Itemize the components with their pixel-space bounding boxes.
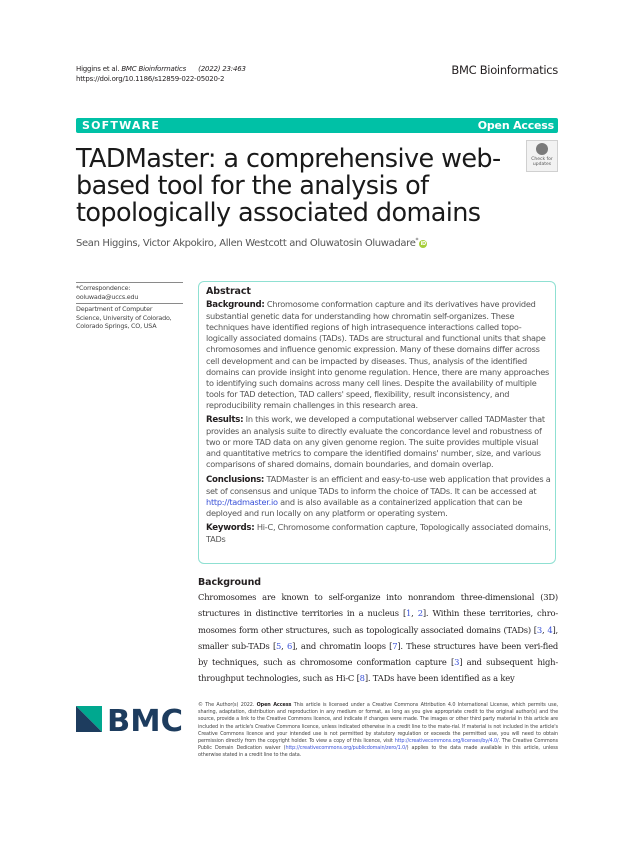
open-access-label: Open Access [477,119,554,132]
conclusions-text: TADMaster is an efficient and easy-to-use web application that provides a set of consensus and unique TADs to inform the choice of TADs. It can be accessed at [206,473,551,496]
bmc-logo [76,704,184,734]
check-updates-label: Check for [531,157,553,162]
authors-text: Sean Higgins, Victor Akpokiro, Allen Westcott and Oluwatosin Oluwadare [76,238,416,249]
citation-ref[interactable]: 3 [536,624,543,635]
citation-ref[interactable]: 4 [547,624,553,635]
affiliation-line: Colorado Springs, CO, USA [76,322,157,330]
citation-ref[interactable]: 1 [406,608,412,619]
citation-ref[interactable]: 2 [417,608,423,619]
doi-link[interactable]: https://doi.org/10.1186/s12859-022-05020-2 [76,75,225,83]
updates-label: updates [532,162,552,167]
divider [76,303,183,304]
abstract-box [198,281,556,564]
author-list [76,237,427,249]
orcid-icon[interactable]: iD [420,241,426,247]
results-text: In this work, we developed a computational webserver called TADMaster that provides an analysis suite to directly evaluate the concordance level and robustness of two or more TAD data on any given genome region. The suite provides multiple visual and quantitative metrics to compare the identified domains' number, size, and various comparisons of shared domains, domain boundaries, and domain overlap. [206,414,545,470]
check-for-updates-icon [536,143,548,155]
license-text: © The Author(s) 2022. Open Access This article is licensed under a Creative Commons Attribution 4.0 International License, which permits use, sharing, adaptation, distribution and reproduction in any medium or format, as long as you give appropriate credit to the original author(s) and the source, provide a link to the Creative Commons licence, and indicate if changes were made. The images or other third party material in this article are included in the article's Creative Commons licence, unless indicated otherwise in a credit line to the mate-rial. If material is not included in the article's Creative Commons licence and your intended use is not permitted by statutory regulation or exceeds the permitted use, you will need to obtain permission directly from the copyright holder. To view a copy of this licence, visit http://creativecommons.org/licenses/by/4.0/. The Creative Commons Public Domain Dedication waiver (http://creativecommons.org/publicdomain/zero/1.0/) applies to the data made available in this article, unless otherwise stated in a credit line to the data. [198,702,559,759]
citation-ref[interactable]: 5 [276,640,282,651]
tadmaster-link[interactable]: http://tadmaster.io [206,496,278,507]
article-type-label: SOFTWARE [82,119,161,132]
background-label: Background: [206,300,265,311]
cc-zero-link[interactable]: http://creativecommons.org/publicdomain/zero/1.0/ [285,745,407,752]
citation-authors: Higgins et al. [76,65,120,73]
citation-ref[interactable]: 8 [359,673,365,684]
background-section [198,577,558,687]
keywords-text: Hi-C, Chromosome conformation capture, Topologically associated domains, TADs [206,521,551,544]
bmc-logo-text: BMC [107,704,183,734]
affiliation-line: Science, University of Colorado, [76,313,172,322]
cc-by-link[interactable]: http://creativecommons.org/licenses/by/4.0/ [394,738,499,745]
correspondence-block [76,284,183,301]
background-paragraph: Chromosomes are known to self-organize into nonrandom three-dimensional (3D) structures in distinctive territories in a nucleus [1, 2]. Within these territories, chro-mosomes form other structures, such as topologically associated domains (TADs) [3, 4], smaller sub-TADs [5, 6], and chromatin loops [7]. These structures have been veri-fied by techniques, such as chromosome conformation capture [3] and subsequent high-throughput technologies, such as Hi-C [8]. TADs have been identified as a key [198,592,558,684]
conclusions-label: Conclusions: [206,474,265,485]
citation-header [76,64,246,84]
divider [76,282,183,283]
abstract-keywords [206,522,552,545]
background-heading: Background [198,577,261,588]
results-label: Results: [206,415,244,426]
affiliation-line: Department of Computer [76,305,153,313]
article-type-banner [76,118,558,133]
article-title: TADMaster: a comprehensive web-based tool for the analysis of topologically associated domains [76,144,501,228]
keywords-label: Keywords: [206,522,255,533]
citation-ref[interactable]: 3 [454,657,460,668]
abstract-results [206,414,552,470]
license-open-access: Open Access [256,702,292,708]
correspondence-label: *Correspondence: [76,284,131,292]
citation-ref[interactable]: 6 [286,640,293,651]
citation-year-volume: (2022) 23:463 [198,65,246,73]
conclusions-text-end: and is also available as a containerized application that can be deployed and run locally on any platform or operating system. [206,496,523,518]
abstract-heading: Abstract [206,286,251,297]
affiliation-block [76,305,183,331]
corresponding-mark: * [415,237,419,244]
journal-name: BMC Bioinformatics [451,63,558,77]
check-for-updates-badge[interactable] [526,140,558,172]
citation-ref[interactable]: 7 [392,640,398,651]
citation-journal: BMC Bioinformatics [121,65,187,73]
correspondence-email[interactable]: ooluwada@uccs.edu [76,292,139,301]
abstract-background [206,299,552,411]
background-text: Chromosome conformation capture and its derivatives have provided substantial genetic data for understanding how chromatin self-organizes. These techniques have identified regions of high intrasequence interactions called topo-logically associated domains (TADs). TADs are structural and functional units that shape chromosomes and influence genomic expression. Many of these domains differ across cell development and can be impacted by diseases. Thus, analysis of the identified domains can provide insight into genome regulation. Hence, there are many approaches to identifying such domains across many cell lines. Despite the availability of multiple tools for TAD detection, TAD callers' speed, flexibility, result inconsistency, and reproducibility remain challenges in this research area. [206,299,549,410]
abstract-conclusions [206,474,552,519]
